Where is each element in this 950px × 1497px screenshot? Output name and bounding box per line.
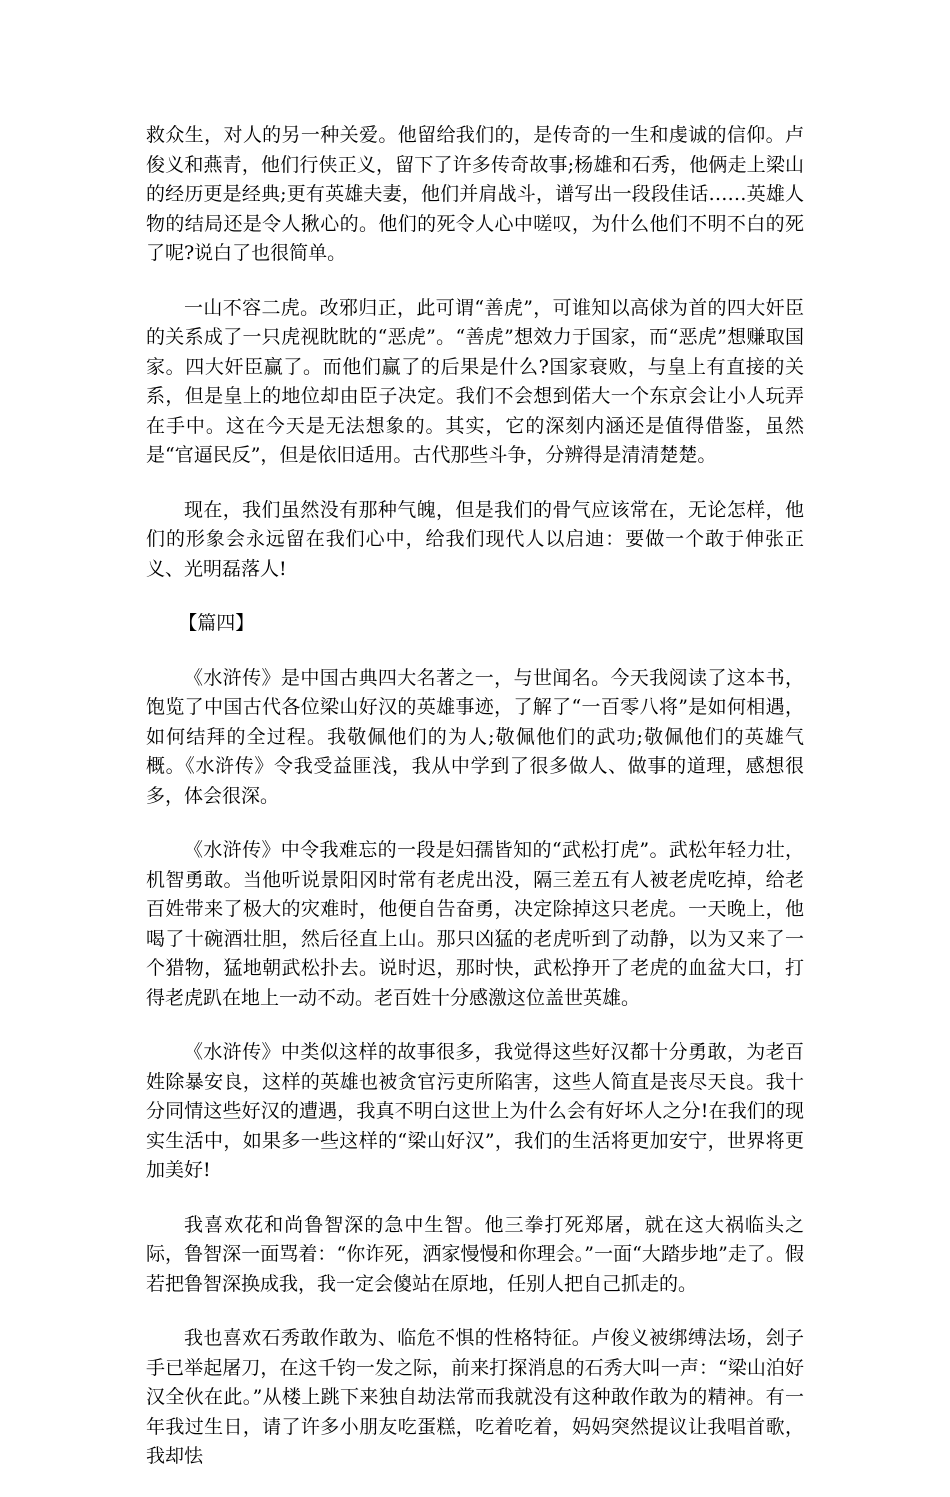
section-heading: 【篇四】 [178,612,255,634]
paragraph-continuation: 救众生，对人的另一种关爱。他留给我们的，是传奇的一生和虔诚的信仰。卢俊义和燕青，他们行侠正义，留下了许多传奇故事;杨雄和石秀，他俩走上梁山的经历更是经典;更有英雄夫妻，他们并肩战斗，谱写出一段段佳话……英雄人物的结局还是令人揪心的。他们的死令人心中嗟叹，为什么他们不明不白的死了呢?说白了也很简单。 [146,124,804,264]
paragraph-present-day: 现在，我们虽然没有那种气魄，但是我们的骨气应该常在，无论怎样，他们的形象会永远留在我们心中，给我们现代人以启迪：要做一个敢于伸张正义、光明磊落人! [146,498,804,580]
paragraph-lu-zhishen: 我喜欢花和尚鲁智深的急中生智。他三拳打死郑屠，就在这大祸临头之际，鲁智深一面骂着：“你诈死，洒家慢慢和你理会。”一面“大踏步地”走了。假若把鲁智深换成我，我一定会傻站在原地，任别人把自己抓走的。 [146,1213,804,1295]
document-body [146,121,804,1497]
paragraph-heroes-stories: 《水浒传》中类似这样的故事很多，我觉得这些好汉都十分勇敢，为老百姓除暴安良，这样的英雄也被贪官污吏所陷害，这些人简直是丧尽天良。我十分同情这些好汉的遭遇，我真不明白这世上为什么会有好坏人之分!在我们的现实生活中，如果多一些这样的“梁山好汉”，我们的生活将更加安宁，世界将更加美好! [146,1041,804,1181]
paragraph-wu-song-tiger: 《水浒传》中令我难忘的一段是妇孺皆知的“武松打虎”。武松年轻力壮，机智勇敢。当他听说景阳冈时常有老虎出没，隔三差五有人被老虎吃掉，给老百姓带来了极大的灾难时，他便自告奋勇，决定除掉这只老虎。一天晚上，他喝了十碗酒壮胆，然后径直上山。那只凶猛的老虎听到了动静，以为又来了一个猎物，猛地朝武松扑去。说时迟，那时快，武松挣开了老虎的血盆大口，打得老虎趴在地上一动不动。老百姓十分感激这位盖世英雄。 [146,839,804,1009]
paragraph-shi-xiu: 我也喜欢石秀敢作敢为、临危不惧的性格特征。卢俊义被绑缚法场，刽子手已举起屠刀，在这千钧一发之际，前来打探消息的石秀大叫一声：“梁山泊好汉全伙在此。”从楼上跳下来独自劫法常而我就没有这种敢作敢为的精神。有一年我过生日，请了许多小朋友吃蛋糕，吃着吃着，妈妈突然提议让我唱首歌，我却怯 [146,1327,804,1467]
paragraph-intro-water-margin: 《水浒传》是中国古典四大名著之一，与世闻名。今天我阅读了这本书，饱览了中国古代各位梁山好汉的英雄事迹，了解了“一百零八将”是如何相遇，如何结拜的全过程。我敬佩他们的为人;敬佩他们的武功;敬佩他们的英雄气概。《水浒传》令我受益匪浅，我从中学到了很多做人、做事的道理，感想很多，体会很深。 [146,666,804,807]
paragraph-two-tigers: 一山不容二虎。改邪归正，此可谓“善虎”，可谁知以高俅为首的四大奸臣的关系成了一只虎视眈眈的“恶虎”。“善虎”想效力于国家，而“恶虎”想赚取国家。四大奸臣赢了。而他们赢了的后果是什么?国家衰败，与皇上有直接的关系，但是皇上的地位却由臣子决定。我们不会想到偌大一个东京会让小人玩弄在手中。这在今天是无法想象的。其实，它的深刻内涵还是值得借鉴，虽然是“官逼民反”，但是依旧适用。古代那些斗争，分辨得是清清楚楚。 [146,296,804,466]
